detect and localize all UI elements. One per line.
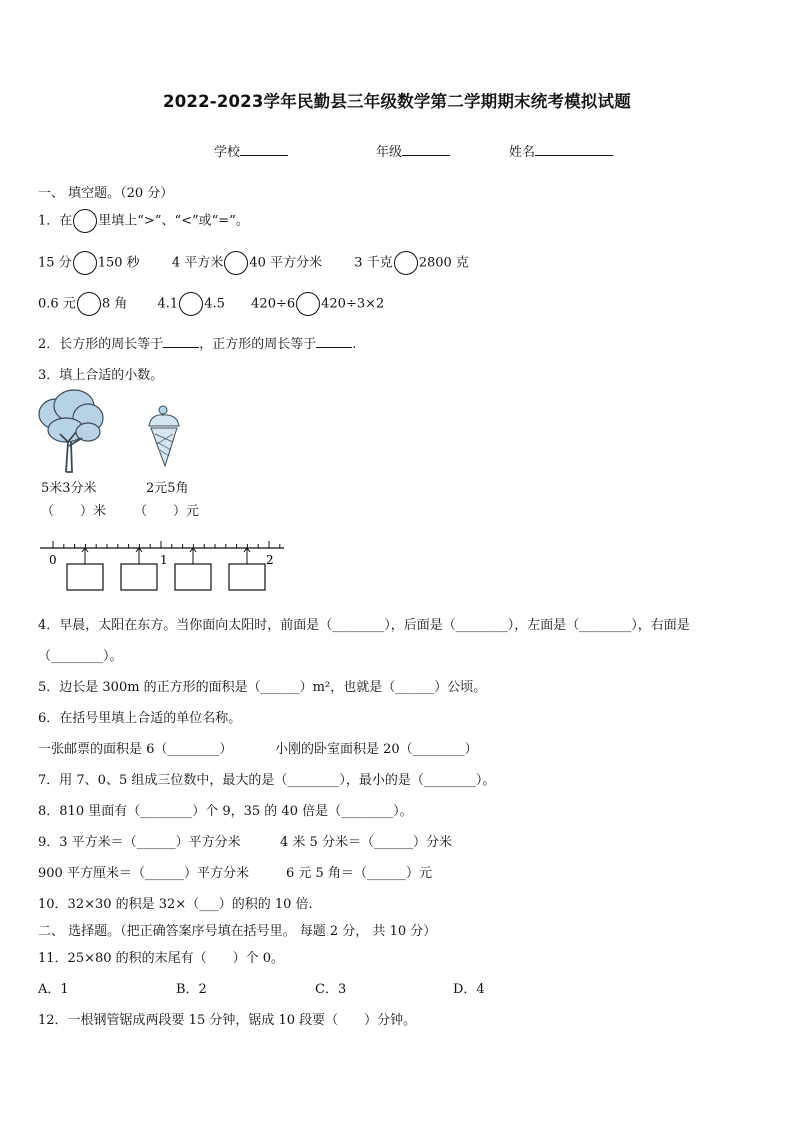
answer-box[interactable] [175,564,211,590]
answer-circle[interactable] [77,292,101,316]
answer-blank[interactable] [163,335,199,348]
q6: 6．在括号里填上合适的单位名称。 [38,711,242,726]
q11-option-a[interactable]: A．1 [38,982,69,997]
q1-prompt: 1．在 里填上“>”、“<”或“=”。 [38,209,249,233]
tree-blank[interactable]: （ ）米 [41,504,107,519]
q9-c: 900 平方厘米＝（______）平方分米 [38,866,249,881]
answer-circle[interactable] [73,209,97,233]
section1-heading: 一、 填空题。（20 分） [38,186,174,201]
q11-option-b[interactable]: B．2 [176,982,207,997]
q8: 8．810 里面有（________）个 9，35 的 40 倍是（________）。 [38,804,413,819]
q9-d: 6 元 5 角＝（______）元 [286,866,432,881]
name-field[interactable]: 姓名 [509,141,613,160]
q10: 10．32×30 的积是 32×（___）的积的 10 倍. [38,897,313,912]
q11-option-c[interactable]: C．3 [315,982,347,997]
answer-box[interactable] [67,564,103,590]
answer-circle[interactable] [296,292,320,316]
q2: 2．长方形的周长等于 ，正方形的周长等于 . [38,337,357,352]
q6-item-b: 小刚的卧室面积是 20（________） [275,742,478,757]
ice-cream-illustration [145,404,185,470]
school-field[interactable]: 学校 [214,141,288,160]
answer-box[interactable] [121,564,157,590]
answer-circle[interactable] [179,292,203,316]
section2-heading: 二、 选择题。（把正确答案序号填在括号里。 每题 2 分， 共 10 分） [38,924,437,939]
q12: 12．一根钢管锯成两段要 15 分钟，锯成 10 段要（ ）分钟。 [38,1013,417,1028]
answer-circle[interactable] [224,251,248,275]
q7: 7．用 7、0、5 组成三位数中，最大的是（________），最小的是（________）。 [38,773,496,788]
tick-label-0: 0 [49,553,57,567]
q4-line2: （________）。 [38,649,123,664]
tree-illustration [36,386,106,474]
q3-prompt: 3．填上合适的小数。 [38,368,164,383]
answer-circle[interactable] [394,251,418,275]
q9-b: 4 米 5 分米＝（______）分米 [280,835,452,850]
answer-blank[interactable] [316,335,352,348]
tick-label-2: 2 [266,553,274,567]
tree-label: 5米3分米 [41,481,97,496]
q11: 11．25×80 的积的末尾有（ ）个 0。 [38,951,285,966]
q9-a: 9．3 平方米＝（______）平方分米 [38,835,241,850]
number-line [38,538,288,596]
q6-item-a: 一张邮票的面积是 6（________） [38,742,233,757]
q1-row2: 0.6 元 8 角 4.1 4.5 420÷6 420÷3×2 [38,292,384,316]
answer-box[interactable] [229,564,265,590]
tick-label-1: 1 [160,553,168,567]
q1-row1: 15 分 150 秒 4 平方米 40 平方分米 3 千克 2800 克 [38,251,469,275]
q4-line1: 4．早晨，太阳在东方。当你面向太阳时，前面是（________），后面是（________），左面是（________），右面是 [38,618,690,633]
q11-option-d[interactable]: D．4 [453,982,485,997]
q5: 5．边长是 300m 的正方形的面积是（______）m²，也就是（______）公顷。 [38,680,487,695]
page-title: 2022-2023学年民勤县三年级数学第二学期期末统考模拟试题 [163,92,631,111]
ice-label: 2元5角 [146,481,189,496]
answer-circle[interactable] [73,251,97,275]
ice-blank[interactable]: （ ）元 [134,504,200,519]
grade-field[interactable]: 年级 [376,141,450,160]
